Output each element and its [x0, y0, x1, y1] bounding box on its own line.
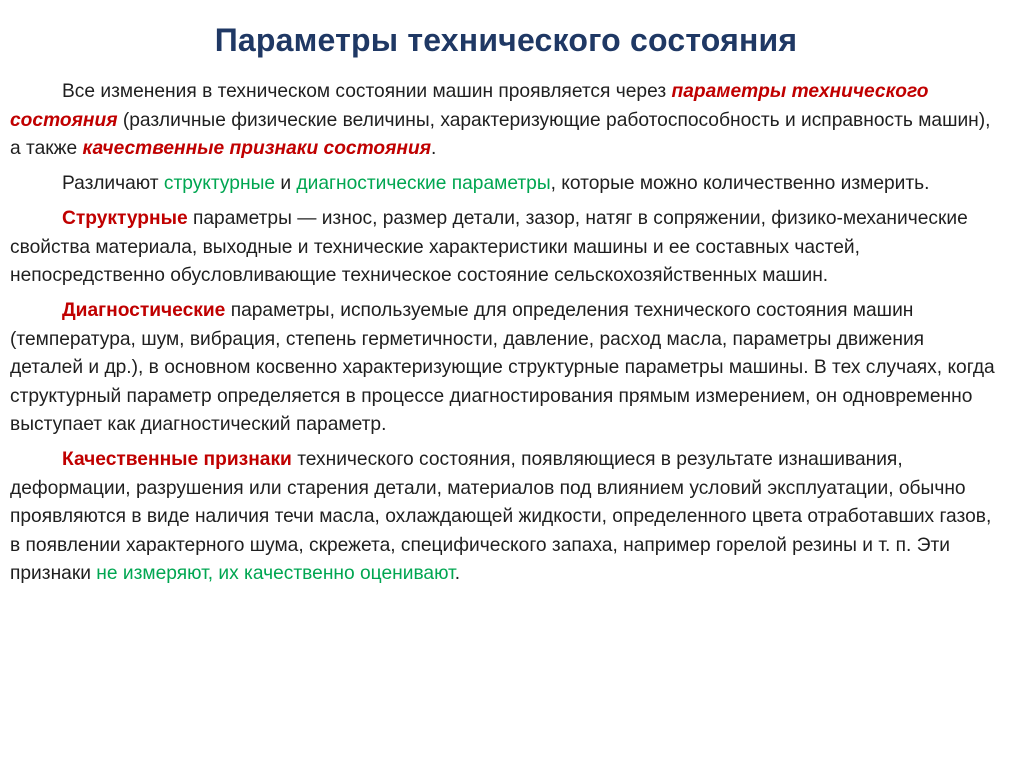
paragraph-diagnostic [10, 297, 1002, 440]
text-run: . [454, 563, 461, 584]
paragraph-structural [10, 205, 1002, 291]
term-diagnostic-parameters: диагностические параметры [296, 173, 551, 194]
text-run: Все изменения в техническом состоянии машин проявляется через [62, 81, 672, 102]
text-run: параметры — износ, размер детали, зазор, натяг в сопряжении, физико-механические свойства материала, выходные и технические характеристики машины и ее составных частей, непосредственно обусловливающие техническое состояние сельскохозяйственных машин. [10, 208, 968, 286]
term-structural-heading: Структурные [62, 208, 188, 229]
text-run: . [431, 138, 437, 159]
term-not-measured: не измеряют, их качественно оценивают [96, 563, 455, 584]
term-structural: структурные [163, 173, 276, 194]
term-diagnostic-heading: Диагностические [62, 300, 226, 321]
term-qualitative-signs: качественные признаки состояния [82, 138, 432, 159]
text-run: (различные физические величины, характеризующие работоспособность и исправность машин), а также [10, 109, 991, 159]
paragraph-qualitative [10, 446, 1002, 589]
paragraph-types [10, 170, 1002, 199]
text-run: , которые можно количественно измерить. [550, 173, 930, 194]
text-run: Различают [62, 173, 164, 194]
text-run: параметры, используемые для определения технического состояния машин (температура, шум, вибрация, степень герметичности, давление, расход масла, параметры движения деталей и др.), в основном косвенно характеризующие структурные параметры машины. В тех случаях, когда структурный параметр определяется в процессе диагностирования прямым измерением, он одновременно выступает как диагностический параметр. [10, 300, 995, 435]
page-title: Параметры технического состояния [214, 22, 798, 58]
text-run: и [275, 173, 297, 194]
paragraph-intro [10, 78, 1002, 164]
slide-body [10, 78, 1002, 589]
term-qualitative-heading: Качественные признаки [62, 449, 292, 470]
term-technical-condition-parameters: параметры технического состояния [10, 81, 929, 131]
text-run: технического состояния, появляющиеся в результате изнашивания, деформации, разрушения или старения детали, материалов под влиянием условий эксплуатации, обычно проявляются в виде наличия течи масла, охлаждающей жидкости, определенного цвета отработавших газов, в появлении характерного шума, скрежета, специфического запаха, например горелой резины и т. п. Эти признаки [10, 449, 992, 584]
